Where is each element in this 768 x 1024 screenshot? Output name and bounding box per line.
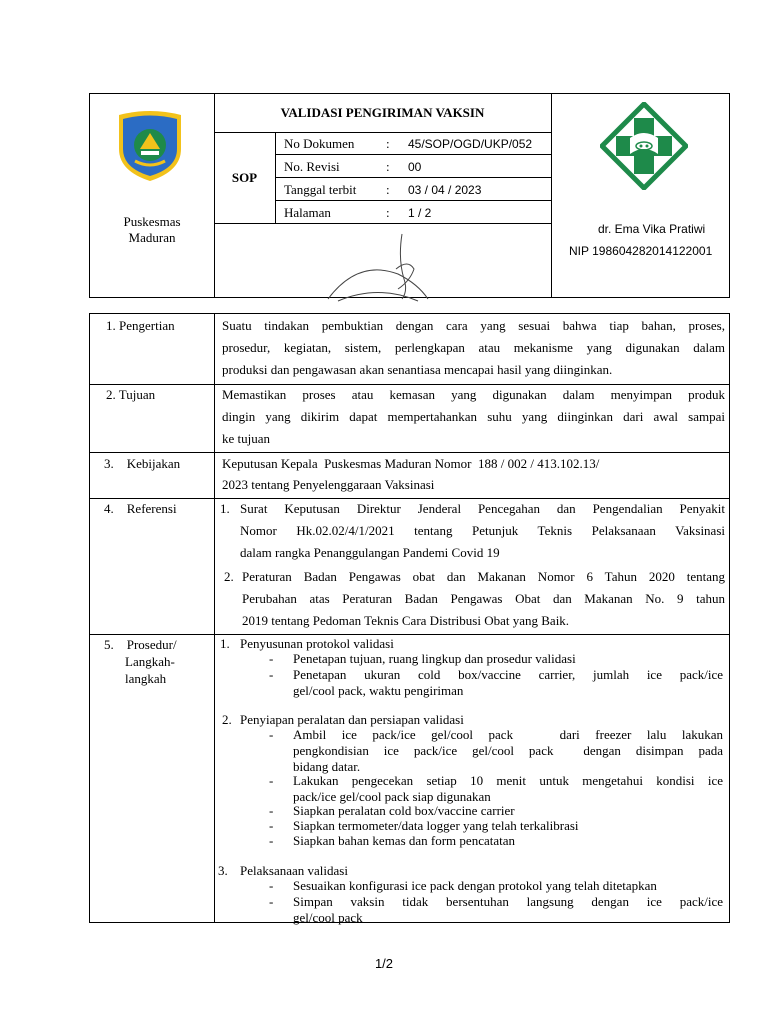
text-line: Surat Keputusan Direktur Jenderal Pencegahan dan Pengendalian Penyakit xyxy=(240,501,725,516)
text-line: Peraturan Badan Pengawas obat dan Makanan Nomor 6 Tahun 2020 tentang xyxy=(242,569,725,584)
step-bullet xyxy=(293,833,723,849)
step-title: Pelaksanaan validasi xyxy=(240,863,348,878)
divider xyxy=(214,314,215,922)
text-line: bidang datar. xyxy=(293,759,361,774)
step-bullet xyxy=(293,727,723,775)
text-line: gel/cool pack, waktu pengiriman xyxy=(293,683,464,698)
text-line: Perubahan atas Peraturan Badan Pengawas Obat dan Makanan No. 9 tahun xyxy=(242,591,725,606)
text-line: Simpan vaksin tidak bersentuhan langsung dengan ice pack/ice xyxy=(293,894,723,909)
text-line: Penetapan tujuan, ruang lingkup dan prosedur validasi xyxy=(293,651,576,666)
field-label-no-dokumen: No Dokumen xyxy=(284,136,355,151)
step-bullet xyxy=(293,803,723,819)
step-bullet xyxy=(293,878,723,894)
text-line: dalam rangka Penanggulangan Pandemi Covid 19 xyxy=(240,545,500,560)
divider xyxy=(551,94,552,297)
bullet-dash: - xyxy=(269,727,274,742)
field-sep: : xyxy=(386,159,390,174)
text-line: 2023 tentang Penyelenggaraan Vaksinasi xyxy=(222,477,435,492)
section-content-kebijakan xyxy=(222,456,725,498)
bullet-dash: - xyxy=(269,818,274,833)
text-line: Siapkan peralatan cold box/vaccine carrier xyxy=(293,803,515,818)
text-line: Suatu tindakan pembuktian dengan cara yang sesuai bahwa tiap bahan, proses, xyxy=(222,318,725,333)
step-bullet xyxy=(293,651,723,667)
referensi-num-1: 1. xyxy=(220,501,230,516)
divider xyxy=(214,132,551,133)
step-title: Penyiapan peralatan dan persiapan validasi xyxy=(240,712,464,727)
section-label-pengertian: 1. Pengertian xyxy=(106,318,175,333)
page-number: 1/2 xyxy=(374,956,394,971)
section-label-kebijakan: 3. Kebijakan xyxy=(104,456,181,471)
text-line: Keputusan Kepala Puskesmas Maduran Nomor 188 / 002 / 413.102.13/ xyxy=(222,456,600,471)
text-line: pengkondisian ice pack/ice gel/cool pack dengan disimpan pada xyxy=(293,743,723,758)
step-bullet xyxy=(293,894,723,926)
field-label-halaman: Halaman xyxy=(284,205,331,220)
divider xyxy=(90,498,729,499)
text-line: produksi dan pengawasan akan senantiasa mencapai hasil yang diinginkan. xyxy=(222,362,613,377)
text-line: Memastikan proses atau kemasan yang digunakan dalam menyimpan produk xyxy=(222,387,725,402)
text-line: dingin yang dikirim dapat mempertahankan suhu yang diinginkan dari awal sampai xyxy=(222,409,725,424)
step-num: 2. xyxy=(222,712,232,727)
referensi-item-1 xyxy=(240,501,725,567)
field-value-no-dokumen: 45/SOP/OGD/UKP/052 xyxy=(408,137,533,151)
section-label-langkah2: langkah xyxy=(125,671,167,686)
divider xyxy=(90,384,729,385)
divider xyxy=(214,223,551,224)
bullet-dash: - xyxy=(269,878,274,893)
step-bullet xyxy=(293,773,723,805)
section-content-pengertian xyxy=(222,318,725,384)
step-num: 1. xyxy=(220,636,230,651)
divider xyxy=(214,94,215,297)
bullet-dash: - xyxy=(269,833,274,848)
field-value-halaman: 1 / 2 xyxy=(408,206,432,220)
section-label-langkah: Langkah- xyxy=(125,654,175,669)
field-label-no-revisi: No. Revisi xyxy=(284,159,340,174)
document-title: VALIDASI PENGIRIMAN VAKSIN xyxy=(280,105,485,120)
section-content-tujuan xyxy=(222,387,725,453)
signature-icon xyxy=(318,229,438,304)
field-value-tanggal-terbit: 03 / 04 / 2023 xyxy=(408,183,482,197)
puskesmas-logo-icon xyxy=(600,102,688,190)
sop-label: SOP xyxy=(231,170,258,185)
text-line: prosedur, kegiatan, sistem, perlengkapan atau mekanisme yang digunakan dalam xyxy=(222,340,725,355)
text-line: Sesuaikan konfigurasi ice pack dengan protokol yang telah ditetapkan xyxy=(293,878,657,893)
text-line: Nomor Hk.02.02/4/1/2021 tentang Petunjuk Teknis Pelaksanaan Vaksinasi xyxy=(240,523,725,538)
org-name-line1: Puskesmas xyxy=(123,214,181,229)
step-bullet xyxy=(293,818,723,834)
field-label-tanggal-terbit: Tanggal terbit xyxy=(284,182,357,197)
text-line: ke tujuan xyxy=(222,431,271,446)
divider xyxy=(275,154,551,155)
divider xyxy=(275,200,551,201)
bullet-dash: - xyxy=(269,667,274,682)
step-num: 3. xyxy=(218,863,228,878)
section-label-referensi: 4. Referensi xyxy=(104,501,177,516)
bullet-dash: - xyxy=(269,894,274,909)
field-sep: : xyxy=(386,205,390,220)
sop-header xyxy=(89,93,730,298)
text-line: pack/ice gel/cool pack siap digunakan xyxy=(293,789,491,804)
kabupaten-logo-icon xyxy=(113,109,187,183)
referensi-num-2: 2. xyxy=(224,569,234,584)
bullet-dash: - xyxy=(269,651,274,666)
section-label-tujuan: 2. Tujuan xyxy=(106,387,156,402)
divider xyxy=(275,177,551,178)
field-sep: : xyxy=(386,182,390,197)
signer-name: dr. Ema Vika Pratiwi xyxy=(598,222,706,236)
referensi-item-2 xyxy=(242,569,725,635)
signer-nip: NIP 198604282014122001 xyxy=(569,244,713,258)
org-name xyxy=(90,214,214,246)
field-sep: : xyxy=(386,136,390,151)
bullet-dash: - xyxy=(269,803,274,818)
section-label-prosedur: 5. Prosedur/ xyxy=(104,637,177,652)
text-line: Penetapan ukuran cold box/vaccine carrier, jumlah ice pack/ice xyxy=(293,667,723,682)
org-name-line2: Maduran xyxy=(128,230,176,245)
text-line: Siapkan bahan kemas dan form pencatatan xyxy=(293,833,515,848)
field-value-no-revisi: 00 xyxy=(408,160,422,174)
bullet-dash: - xyxy=(269,773,274,788)
text-line: Ambil ice pack/ice gel/cool pack dari freezer lalu lakukan xyxy=(293,727,723,742)
text-line: gel/cool pack xyxy=(293,910,363,925)
text-line: Lakukan pengecekan setiap 10 menit untuk mengetahui kondisi ice xyxy=(293,773,723,788)
sop-body-table xyxy=(89,313,730,923)
text-line: 2019 tentang Pedoman Teknis Cara Distribusi Obat yang Baik. xyxy=(242,613,570,628)
text-line: Siapkan termometer/data logger yang telah terkalibrasi xyxy=(293,818,579,833)
step-title: Penyusunan protokol validasi xyxy=(240,636,394,651)
step-bullet xyxy=(293,667,723,699)
